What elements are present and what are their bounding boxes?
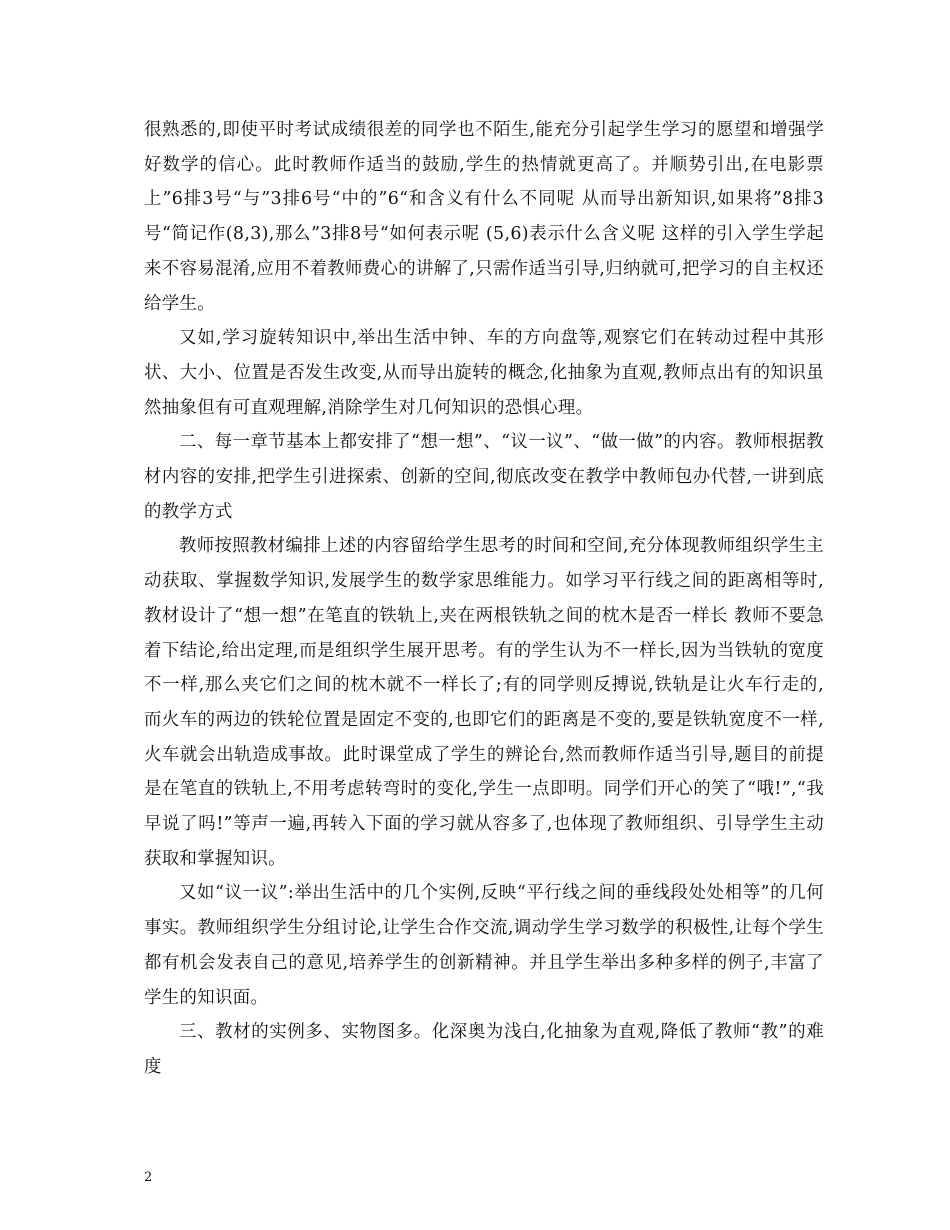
paragraph-4: 教师按照教材编排上述的内容留给学生思考的时间和空间,充分体现教师组织学生主动获取、掌握数学知识,发展学生的数学家思维能力。如学习平行线之间的距离相等时,教材设计了“想一想”在笔直的铁轨上,夹在两根铁轨之间的枕木是否一样长 教师不要急着下结论,给出定理,而是组织学生展开思考。有的学生认为不一样长,因为当铁轨的宽度不一样,那么夹它们之间的枕木就不一样长了;有的同学则反搏说,铁轨是让火车行走的,而火车的两边的铁轮位置是固定不变的,也即它们的距离是不变的,要是铁轨宽度不一样,火车就会出轨造成事故。此时课堂成了学生的辨论台,然而教师作适当引导,题目的前提是在笔直的铁轨上,不用考虑转弯时的变化,学生一点即明。同学们开心的笑了“哦!”,“我早说了吗!”等声一遍,再转入下面的学习就从容多了,也体现了教师组织、引导学生主动获取和掌握知识。 xyxy=(144,536,824,869)
paragraph-6: 三、教材的实例多、实物图多。化深奥为浅白,化抽象为直观,降低了教师“教”的难度 xyxy=(144,1022,824,1077)
document-body xyxy=(144,113,824,1085)
paragraph-2: 又如,学习旋转知识中,举出生活中钟、车的方向盘等,观察它们在转动过程中其形状、大小、位置是否发生改变,从而导出旋转的概念,化抽象为直观,教师点出有的知识虽然抽象但有可直观理解,消除学生对几何知识的恐惧心理。 xyxy=(144,328,824,418)
paragraph-3: 二、每一章节基本上都安排了“想一想”、“议一议”、“做一做”的内容。教师根据教材内容的安排,把学生引进探索、创新的空间,彻底改变在教学中教师包办代替,一讲到底的教学方式 xyxy=(144,432,824,522)
paragraph-1: 很熟悉的,即使平时考试成绩很差的同学也不陌生,能充分引起学生学习的愿望和增强学好数学的信心。此时教师作适当的鼓励,学生的热情就更高了。并顺势引出,在电影票上”6排3号“与”3排6号“中的”6“和含义有什么不同呢 从而导出新知识,如果将”8排3号“简记作(8,3),那么”3排8号“如何表示呢 (5,6)表示什么含义呢 这样的引入学生学起来不容易混淆,应用不着教师费心的讲解了,只需作适当引导,归纳就可,把学习的自主权还给学生。 xyxy=(144,120,824,314)
paragraph-5: 又如“议一议”:举出生活中的几个实例,反映“平行线之间的垂线段处处相等”的几何事实。教师组织学生分组讨论,让学生合作交流,调动学生学习数学的积极性,让每个学生都有机会发表自己的意见,培养学生的创新精神。并且学生举出多种多样的例子,丰富了学生的知识面。 xyxy=(144,883,824,1008)
page-number: 2 xyxy=(144,1170,153,1185)
